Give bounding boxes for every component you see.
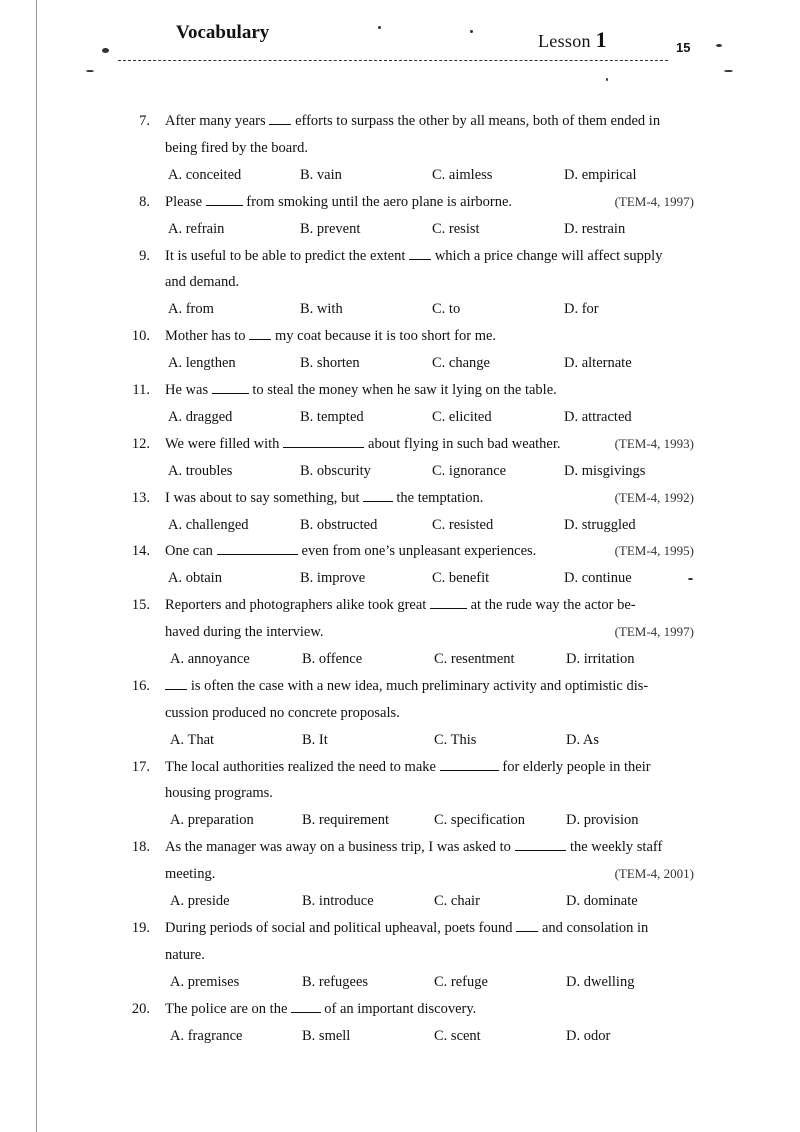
lesson-label: Lesson [538, 31, 591, 51]
question-number: 17. [131, 758, 150, 775]
answer-option[interactable]: A. premises [170, 973, 240, 990]
lesson-number: 1 [595, 27, 607, 52]
answer-option[interactable]: D. for [564, 301, 599, 318]
answer-option[interactable]: B. tempted [300, 408, 364, 425]
answer-options [0, 296, 800, 322]
scan-speck [470, 30, 473, 33]
scan-speck [378, 26, 381, 29]
answer-option[interactable]: A. annoyance [170, 651, 250, 667]
answer-option[interactable]: D. restrain [564, 220, 626, 237]
answer-option[interactable]: B. prevent [300, 220, 361, 237]
question-number: 11. [132, 382, 150, 398]
question-number: 8. [139, 193, 150, 210]
scan-speck [102, 48, 109, 53]
scan-speck [716, 44, 722, 47]
question-number: 20. [131, 1000, 150, 1017]
answer-blank [440, 756, 499, 771]
answer-blank [291, 998, 321, 1013]
answer-option[interactable]: C. specification [434, 812, 526, 829]
answer-options [0, 646, 800, 672]
answer-options [0, 512, 800, 538]
answer-option[interactable]: C. resentment [434, 651, 515, 667]
question-number: 15. [131, 597, 150, 614]
answer-blank [165, 675, 187, 690]
answer-options [0, 216, 800, 242]
answer-options [0, 458, 800, 484]
answer-option[interactable]: B. obscurity [300, 462, 371, 479]
answer-option[interactable]: D. irritation [566, 651, 635, 667]
answer-option[interactable]: C. change [432, 355, 490, 372]
question-text: and demand. [165, 274, 240, 291]
answer-option[interactable]: A. refrain [168, 220, 225, 237]
answer-options [0, 888, 800, 914]
question-number: 19. [131, 920, 150, 936]
answer-option[interactable]: A. conceited [168, 166, 242, 183]
question-text: As the manager was away on a business trip, I was asked to the weekly staff [165, 834, 662, 860]
answer-option[interactable]: A. challenged [168, 516, 249, 533]
answer-option[interactable]: C. chair [434, 893, 480, 910]
answer-option[interactable]: C. aimless [432, 166, 493, 183]
answer-option[interactable]: C. This [434, 731, 477, 748]
answer-option[interactable]: A. from [168, 301, 214, 318]
question-text: meeting. [165, 866, 216, 883]
question-number: 13. [131, 489, 150, 506]
section-title: Vocabulary [176, 22, 270, 43]
answer-option[interactable]: D. provision [566, 812, 639, 829]
question-source: (TEM-4, 1992) [614, 489, 694, 505]
question-source: (TEM-4, 1997) [614, 193, 694, 209]
question-number: 16. [131, 677, 150, 694]
question-number: 9. [139, 247, 150, 264]
answer-option[interactable]: B. requirement [302, 812, 389, 829]
question-text: During periods of social and political upheaval, poets found and consolation in [165, 915, 648, 941]
answer-options [0, 969, 800, 995]
question-text: He was to steal the money when he saw it lying on the table. [165, 377, 557, 403]
answer-option[interactable]: B. introduce [302, 893, 374, 910]
scan-speck [606, 78, 608, 81]
answer-option[interactable]: B. offence [302, 651, 363, 667]
answer-option[interactable]: A. dragged [168, 408, 233, 425]
question-source: (TEM-4, 2001) [614, 866, 694, 882]
answer-blank [515, 836, 567, 851]
question-text: The police are on the of an important discovery. [165, 996, 476, 1022]
answer-blank [516, 917, 538, 932]
question-number: 10. [131, 328, 150, 345]
scan-speck [724, 70, 733, 72]
answer-blank [269, 110, 291, 125]
answer-options [0, 565, 800, 591]
question-text: cussion produced no concrete proposals. [165, 704, 400, 721]
answer-option[interactable]: B. vain [300, 166, 342, 183]
question-text: Mother has to my coat because it is too short for me. [165, 323, 496, 349]
answer-blank [217, 540, 298, 555]
answer-blank [430, 594, 467, 609]
question-source: (TEM-4, 1997) [614, 624, 694, 640]
answer-option[interactable]: A. troubles [168, 462, 233, 479]
page-number: 15 [676, 40, 691, 55]
question-number: 7. [139, 113, 150, 129]
answer-option[interactable]: C. resist [432, 220, 480, 237]
answer-option[interactable]: B. refugees [302, 973, 369, 990]
answer-option[interactable]: D. struggled [564, 516, 636, 533]
answer-option[interactable]: C. scent [434, 1027, 481, 1044]
answer-blank [409, 245, 431, 260]
answer-options [0, 404, 800, 430]
answer-option[interactable]: B. obstructed [300, 516, 378, 533]
answer-options [0, 350, 800, 376]
answer-blank [212, 379, 249, 394]
answer-option[interactable]: D. alternate [564, 355, 632, 372]
lesson-heading [538, 27, 607, 53]
question-text: nature. [165, 946, 205, 963]
question-text: After many years efforts to surpass the other by all means, both of them ended in [165, 108, 660, 134]
question-number: 14. [131, 543, 150, 560]
answer-option[interactable]: C. to [432, 301, 461, 318]
answer-option[interactable]: B. smell [302, 1027, 351, 1044]
question-text: It is useful to be able to predict the extent which a price change will affect supply [165, 243, 662, 269]
question-text: We were filled with about flying in such bad weather. [165, 431, 561, 457]
answer-option[interactable]: A. fragrance [170, 1027, 243, 1044]
answer-option[interactable]: D. As [566, 731, 600, 748]
question-text: I was about to say something, but the temptation. [165, 485, 483, 511]
answer-options [0, 727, 800, 753]
answer-option[interactable]: A. obtain [168, 570, 222, 587]
answer-options [0, 162, 800, 188]
question-text: haved during the interview. [165, 624, 324, 641]
question-source: (TEM-4, 1993) [614, 435, 694, 451]
answer-option[interactable]: A. That [170, 731, 215, 748]
answer-blank [363, 487, 393, 502]
scan-speck [86, 70, 94, 72]
answer-option[interactable]: A. lengthen [168, 355, 236, 372]
answer-option[interactable]: C. elicited [432, 408, 492, 425]
answer-option[interactable]: D. attracted [564, 408, 632, 425]
answer-option[interactable]: A. preside [170, 893, 230, 910]
question-number: 18. [131, 839, 150, 856]
answer-blank [249, 325, 271, 340]
answer-option[interactable]: D. odor [566, 1027, 611, 1044]
question-text: The local authorities realized the need to make for elderly people in their [165, 754, 651, 780]
answer-options [0, 1023, 800, 1049]
answer-option[interactable]: A. preparation [170, 812, 254, 829]
answer-options [0, 807, 800, 833]
question-text: being fired by the board. [165, 139, 308, 156]
answer-option[interactable]: D. dwelling [566, 973, 635, 990]
answer-option[interactable]: D. continue [564, 570, 632, 587]
answer-option[interactable]: C. ignorance [432, 462, 507, 479]
question-source: (TEM-4, 1995) [614, 543, 694, 559]
answer-option[interactable]: C. refuge [434, 973, 488, 990]
question-text: Reporters and photographers alike took great at the rude way the actor be- [165, 592, 636, 618]
question-number: 12. [131, 435, 150, 452]
question-text: is often the case with a new idea, much preliminary activity and optimistic dis- [165, 673, 648, 699]
answer-blank [206, 191, 243, 206]
answer-option[interactable]: C. benefit [432, 570, 490, 587]
question-text: housing programs. [165, 785, 273, 802]
answer-blank [283, 433, 364, 448]
header-divider [118, 60, 668, 61]
answer-option[interactable]: B. with [300, 301, 343, 318]
answer-option[interactable]: D. empirical [564, 166, 637, 183]
question-text: Please from smoking until the aero plane is airborne. [165, 189, 512, 215]
answer-option[interactable]: B. It [302, 731, 328, 748]
answer-option[interactable]: B. shorten [300, 355, 360, 372]
answer-option[interactable]: C. resisted [432, 516, 494, 533]
answer-option[interactable]: D. dominate [566, 893, 638, 910]
question-text: One can even from one’s unpleasant experiences. [165, 538, 536, 564]
answer-option[interactable]: B. improve [300, 570, 366, 587]
answer-option[interactable]: D. misgivings [564, 462, 646, 479]
